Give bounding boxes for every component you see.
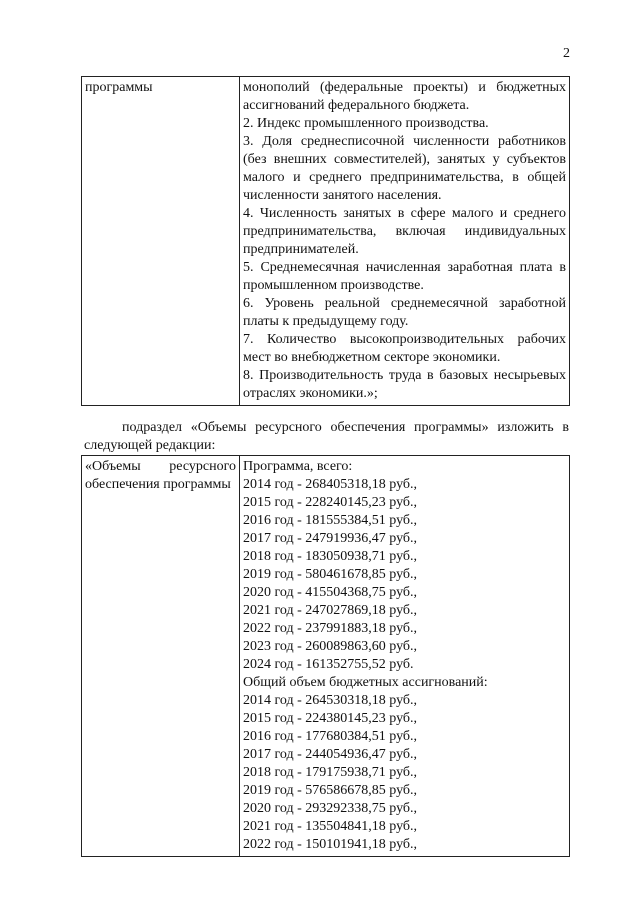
- funding-line: 2019 год - 576586678,85 руб.,: [243, 783, 418, 798]
- indicator-item: 4. Численность занятых в сфере малого и среднего предпринимательства, включая индивидуальных предпринимателей.: [243, 206, 566, 257]
- funding-line: 2016 год - 181555384,51 руб.,: [243, 513, 418, 528]
- indicator-item: 2. Индекс промышленного производства.: [243, 116, 489, 131]
- funding-line: 2018 год - 183050938,71 руб.,: [243, 549, 418, 564]
- page-number: 2: [563, 46, 570, 61]
- funding-line: 2020 год - 415504368,75 руб.,: [243, 585, 418, 600]
- funding-line: 2015 год - 224380145,23 руб.,: [243, 711, 418, 726]
- funding-line: 2022 год - 237991883,18 руб.,: [243, 621, 418, 636]
- funding-line: 2020 год - 293292338,75 руб.,: [243, 801, 418, 816]
- row-label-cell: [82, 77, 240, 406]
- funding-line: 2018 год - 179175938,71 руб.,: [243, 765, 418, 780]
- program-indicators-table: [81, 76, 570, 406]
- indicators-cell: [240, 77, 570, 406]
- indicator-item: 6. Уровень реальной среднемесячной заработной платы к предыдущему году.: [243, 296, 566, 329]
- funding-line: 2017 год - 247919936,47 руб.,: [243, 531, 418, 546]
- funding-line: 2021 год - 135504841,18 руб.,: [243, 819, 418, 834]
- funding-line: 2014 год - 264530318,18 руб.,: [243, 693, 418, 708]
- row-label-cell: [82, 456, 240, 857]
- table-row: [82, 456, 570, 857]
- funding-cell: [240, 456, 570, 857]
- indicator-item: 8. Производительность труда в базовых несырьевых отраслях экономики.»;: [243, 368, 566, 401]
- funding-line: 2017 год - 244054936,47 руб.,: [243, 747, 418, 762]
- table-row: [82, 77, 570, 406]
- indicator-item: монополий (федеральные проекты) и бюджетных ассигнований федерального бюджета.: [243, 80, 566, 113]
- row-label: программы: [85, 80, 153, 95]
- funding-line: 2023 год - 260089863,60 руб.,: [243, 639, 418, 654]
- funding-line: Общий объем бюджетных ассигнований:: [243, 675, 488, 690]
- row-label: «Объемы ресурсного обеспечения программы: [85, 459, 236, 492]
- intro-text: подраздел «Объемы ресурсного обеспечения программы» изложить в следующей редакции:: [84, 420, 569, 453]
- intro-paragraph: [84, 419, 569, 455]
- indicator-item: 5. Среднемесячная начисленная заработная плата в промышленном производстве.: [243, 260, 566, 293]
- funding-line: Программа, всего:: [243, 459, 353, 474]
- indicator-item: 7. Количество высокопроизводительных рабочих мест во внебюджетном секторе экономики.: [243, 332, 566, 365]
- funding-line: 2022 год - 150101941,18 руб.,: [243, 837, 418, 852]
- funding-line: 2016 год - 177680384,51 руб.,: [243, 729, 418, 744]
- funding-line: 2019 год - 580461678,85 руб.,: [243, 567, 418, 582]
- funding-line: 2014 год - 268405318,18 руб.,: [243, 477, 418, 492]
- funding-line: 2024 год - 161352755,52 руб.: [243, 657, 414, 672]
- resource-support-table: [81, 455, 570, 857]
- funding-line: 2021 год - 247027869,18 руб.,: [243, 603, 418, 618]
- indicator-item: 3. Доля среднесписочной численности работников (без внешних совместителей), занятых у субъектов малого и среднего предпринимательства, в общей численности занятого населения.: [243, 134, 566, 203]
- funding-line: 2015 год - 228240145,23 руб.,: [243, 495, 418, 510]
